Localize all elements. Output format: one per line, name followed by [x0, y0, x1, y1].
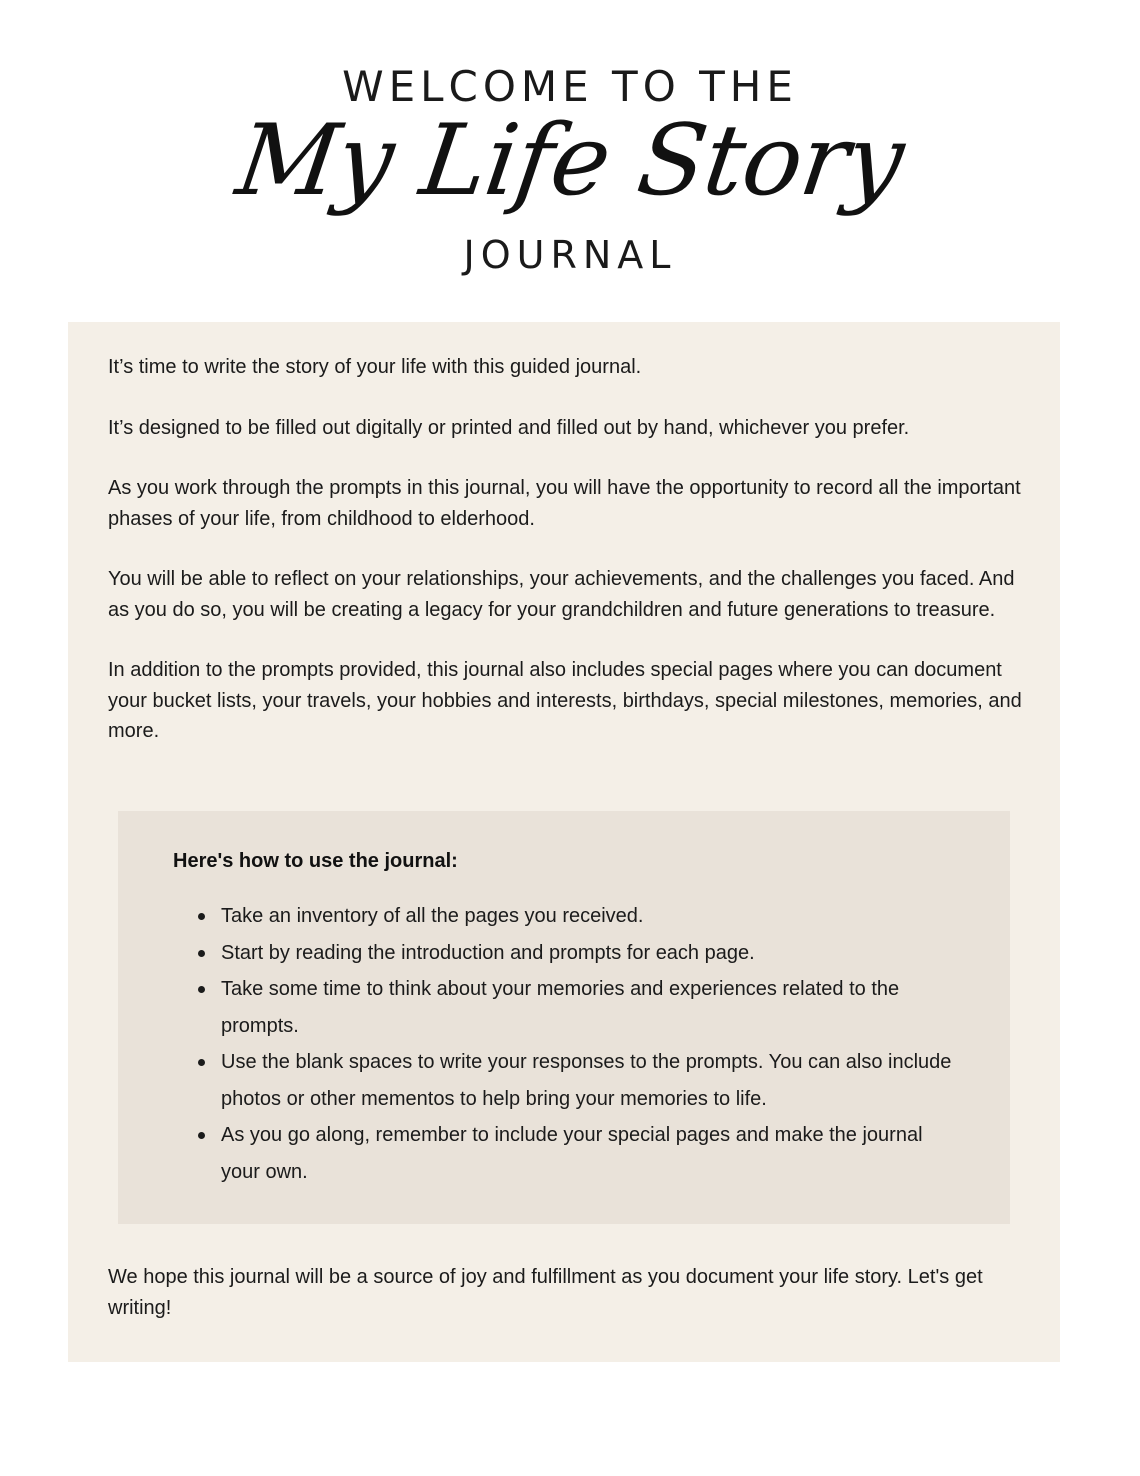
list-item-text: As you go along, remember to include your special pages and make the journal your own.: [221, 1124, 923, 1183]
how-to-heading: Here's how to use the journal:: [173, 850, 458, 872]
list-item: [173, 971, 953, 1044]
list-item-text: Take an inventory of all the pages you received.: [221, 905, 644, 927]
intro-paragraph: It’s time to write the story of your life with this guided journal.: [108, 356, 642, 378]
how-to-list: [173, 898, 953, 1190]
intro-paragraph: You will be able to reflect on your relationships, your achievements, and the challenges you faced. And as you do so, you will be creating a legacy for your grandchildren and future generations to treasure.: [108, 568, 1015, 621]
bullet-icon: [198, 913, 205, 920]
welcome-heading: WELCOME TO THE: [342, 62, 798, 111]
list-item-text: Use the blank spaces to write your responses to the prompts. You can also include photos or other mementos to help bring your memories to life.: [221, 1051, 952, 1110]
closing-paragraph: We hope this journal will be a source of joy and fulfillment as you document your life story. Let's get writing!: [108, 1266, 983, 1319]
bullet-icon: [198, 1059, 205, 1066]
intro-paragraph: In addition to the prompts provided, this journal also includes special pages where you can document your bucket lists, your travels, your hobbies and interests, birthdays, special milestones, memories, and more.: [108, 659, 1022, 742]
list-item-text: Start by reading the introduction and prompts for each page.: [221, 941, 755, 964]
list-item: [173, 1044, 953, 1117]
list-item: [173, 898, 953, 935]
list-item: [173, 935, 953, 972]
intro-paragraph: It’s designed to be filled out digitally or printed and filled out by hand, whichever you prefer.: [108, 416, 910, 439]
title-header: [0, 0, 1140, 300]
bullet-icon: [198, 1132, 205, 1139]
bullet-icon: [198, 950, 205, 957]
how-to-box: [118, 811, 1010, 1224]
intro-paragraphs: [108, 352, 1028, 777]
journal-heading: JOURNAL: [463, 233, 677, 277]
intro-panel: [68, 322, 1060, 1362]
intro-paragraph: As you work through the prompts in this journal, you will have the opportunity to record all the important phases of your life, from childhood to elderhood.: [108, 477, 1021, 530]
list-item: [173, 1117, 953, 1190]
list-item-text: Take some time to think about your memories and experiences related to the prompts.: [221, 978, 900, 1037]
script-title: My Life Story: [230, 104, 910, 218]
bullet-icon: [198, 986, 205, 993]
